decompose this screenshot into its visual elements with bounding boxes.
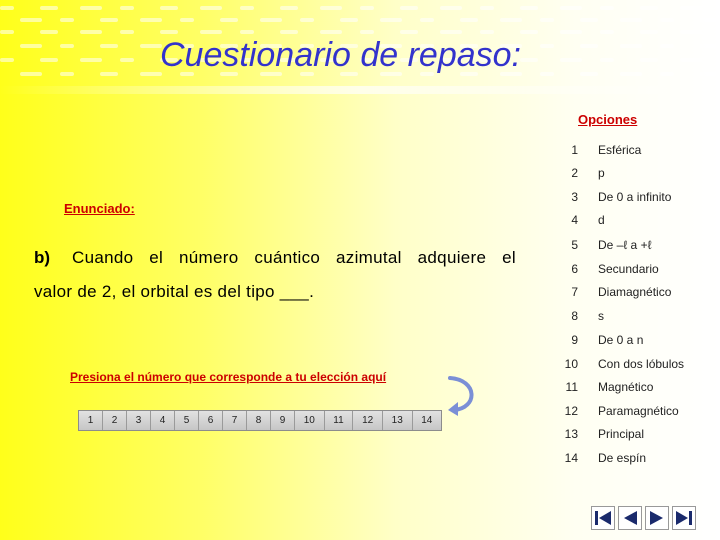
dash [100, 44, 118, 48]
dash [540, 44, 554, 48]
dash [640, 30, 658, 34]
dash [60, 72, 74, 76]
option-number: 13 [564, 427, 578, 441]
dash [400, 6, 418, 10]
option-item[interactable] [556, 213, 720, 231]
dash [520, 30, 538, 34]
dash [440, 30, 462, 34]
option-text: Paramagnético [598, 404, 679, 418]
dash [260, 18, 282, 22]
dash [240, 30, 254, 34]
dash [660, 44, 674, 48]
dash [20, 18, 42, 22]
dash [0, 30, 14, 34]
dash [340, 18, 358, 22]
answer-number-bar [78, 410, 442, 431]
number-button[interactable]: 2 [103, 411, 127, 430]
dash [600, 30, 614, 34]
dash [620, 18, 642, 22]
dash [480, 6, 494, 10]
number-button[interactable]: 4 [151, 411, 175, 430]
dash [180, 18, 194, 22]
dash [540, 18, 554, 22]
number-button[interactable]: 6 [199, 411, 223, 430]
dash [120, 6, 134, 10]
dash [140, 44, 162, 48]
dash [140, 18, 162, 22]
dash [140, 72, 162, 76]
dash [100, 18, 118, 22]
last-icon [675, 510, 693, 526]
dash [700, 18, 718, 22]
option-item[interactable] [556, 451, 720, 469]
option-item[interactable] [556, 404, 720, 422]
dash [80, 30, 102, 34]
page-title: Cuestionario de repaso: [160, 36, 522, 74]
dash [20, 72, 42, 76]
option-text: d [598, 213, 605, 227]
option-number: 10 [564, 357, 578, 371]
dash [220, 18, 238, 22]
dash [680, 6, 702, 10]
previous-button[interactable] [618, 506, 642, 530]
dash [60, 44, 74, 48]
last-button[interactable] [672, 506, 696, 530]
option-number: 3 [571, 190, 578, 204]
option-text: De 0 a n [598, 333, 644, 347]
option-text: Con dos lóbulos [598, 357, 685, 371]
dash [20, 44, 42, 48]
dash [460, 18, 478, 22]
dash-row [0, 30, 720, 34]
next-icon [648, 510, 666, 526]
dash [620, 72, 642, 76]
dash [80, 58, 102, 62]
dash [440, 6, 462, 10]
dash [560, 30, 582, 34]
dash [580, 72, 598, 76]
option-number: 9 [571, 333, 578, 347]
dash [60, 18, 74, 22]
option-item[interactable] [556, 357, 720, 375]
option-number: 12 [564, 404, 578, 418]
dash [200, 30, 222, 34]
dash [280, 30, 298, 34]
dash [0, 58, 14, 62]
instruction-text: Presiona el número que corresponde a tu elección aquí [70, 370, 387, 384]
number-button[interactable]: 14 [413, 411, 442, 430]
option-number: 11 [565, 380, 578, 394]
number-button[interactable]: 10 [295, 411, 325, 430]
dash [560, 6, 582, 10]
option-text: De –ℓ a +ℓ [598, 238, 652, 252]
number-button[interactable]: 3 [127, 411, 151, 430]
option-item[interactable] [556, 143, 720, 161]
option-item[interactable] [556, 190, 720, 208]
dash [280, 6, 298, 10]
dash [420, 18, 434, 22]
number-button[interactable]: 12 [353, 411, 383, 430]
number-button[interactable]: 8 [247, 411, 271, 430]
option-item[interactable] [556, 333, 720, 351]
option-text: De 0 a infinito [598, 190, 672, 204]
dash [300, 18, 314, 22]
dash [660, 18, 674, 22]
next-button[interactable] [645, 506, 669, 530]
navigation-controls [591, 506, 696, 530]
question-text-line1: Cuando el número cuántico azimutal adquiere el [72, 248, 516, 267]
previous-icon [621, 510, 639, 526]
dash [0, 6, 14, 10]
number-button[interactable]: 7 [223, 411, 247, 430]
dash [680, 30, 702, 34]
dash [580, 18, 598, 22]
dash [560, 58, 582, 62]
option-item[interactable] [556, 285, 720, 303]
dash [160, 6, 178, 10]
dash [40, 6, 58, 10]
option-number: 1 [571, 143, 578, 157]
dash [520, 58, 538, 62]
dash [540, 72, 554, 76]
dash [360, 30, 374, 34]
option-number: 2 [571, 166, 578, 180]
option-number: 7 [571, 285, 578, 299]
curved-arrow-icon [444, 374, 480, 418]
dash [640, 58, 658, 62]
dash [120, 58, 134, 62]
option-item[interactable] [556, 380, 720, 398]
dash [100, 72, 118, 76]
option-number: 6 [571, 262, 578, 276]
number-button[interactable]: 5 [175, 411, 199, 430]
option-text: s [598, 309, 604, 323]
dash [480, 30, 494, 34]
option-text: Esférica [598, 143, 642, 157]
first-button[interactable] [591, 506, 615, 530]
opciones-label: Opciones [578, 112, 638, 127]
dash-row [0, 18, 720, 22]
option-number: 8 [571, 309, 578, 323]
number-button[interactable]: 9 [271, 411, 295, 430]
dash [80, 6, 102, 10]
enunciado-label: Enunciado: [64, 201, 135, 216]
option-number: 5 [571, 238, 578, 252]
dash-row [0, 6, 720, 10]
option-item[interactable] [556, 166, 720, 184]
option-text: Secundario [598, 262, 659, 276]
dash [380, 18, 402, 22]
question-letter: b) [34, 248, 51, 267]
dash [700, 44, 718, 48]
number-button[interactable]: 1 [79, 411, 103, 430]
dash [400, 30, 418, 34]
option-text: De espín [598, 451, 647, 465]
option-text: Principal [598, 427, 645, 441]
dash [660, 72, 674, 76]
dash [160, 30, 178, 34]
option-item[interactable] [556, 309, 720, 327]
first-icon [594, 510, 612, 526]
dash [500, 18, 522, 22]
option-text: Diamagnético [598, 285, 672, 299]
title-band [0, 86, 720, 94]
dash [680, 58, 702, 62]
option-text: p [598, 166, 605, 180]
dash [360, 6, 374, 10]
number-button[interactable]: 13 [383, 411, 413, 430]
dash [40, 30, 58, 34]
number-button[interactable]: 11 [325, 411, 354, 430]
option-number: 14 [564, 451, 578, 465]
dash [200, 6, 222, 10]
dash [320, 6, 342, 10]
dash [640, 6, 658, 10]
dash [120, 30, 134, 34]
dash [520, 6, 538, 10]
dash [240, 6, 254, 10]
question-text-line2: valor de 2, el orbital es del tipo ___. [34, 282, 315, 301]
dash [600, 58, 614, 62]
option-item[interactable] [556, 238, 720, 256]
option-item[interactable] [556, 262, 720, 280]
dash [320, 30, 342, 34]
option-number: 4 [571, 213, 578, 227]
dash [600, 6, 614, 10]
dash [700, 72, 718, 76]
dash [40, 58, 58, 62]
option-text: Magnético [598, 380, 654, 394]
dash [580, 44, 598, 48]
dash [620, 44, 642, 48]
option-item[interactable] [556, 427, 720, 445]
